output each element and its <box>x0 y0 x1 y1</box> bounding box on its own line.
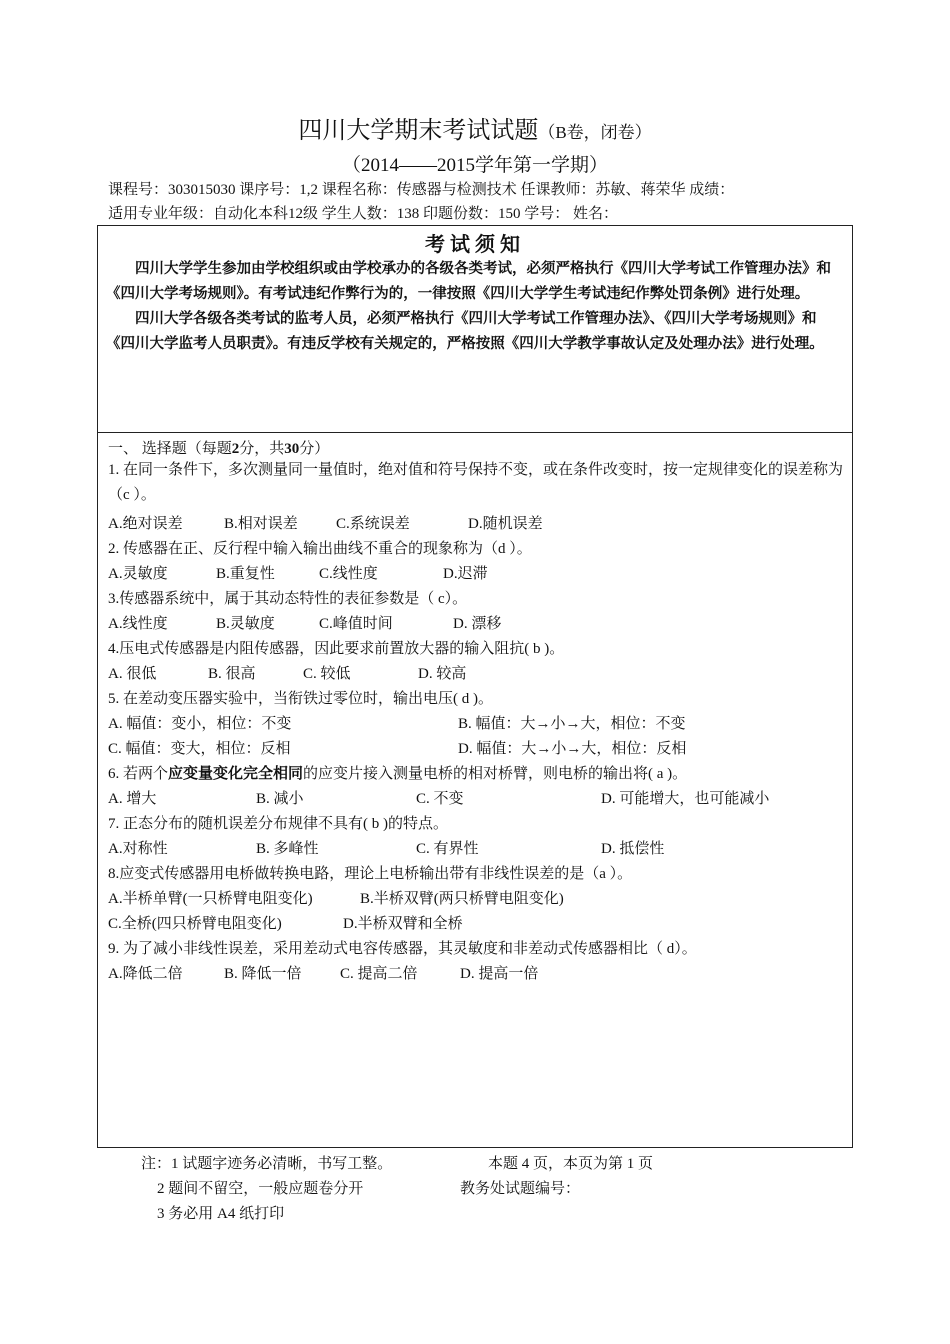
notice-paragraph: 四川大学学生参加由学校组织或由学校承办的各级各类考试，必须严格执行《四川大学考试工作管理办法》和《四川大学考场规则》。有考试违纪作弊行为的，一律按照《四川大学学生考试违纪作弊处罚条例》进行处理。 <box>106 261 831 302</box>
q4-option: B. 很高 <box>208 666 256 682</box>
q5-option: B. 幅值：大→小→大，相位：不变 <box>458 716 686 732</box>
q7-option: B. 多峰性 <box>256 841 319 857</box>
q5-option: D. 幅值：大→小→大，相位：反相 <box>458 741 687 757</box>
q3-option: B.灵敏度 <box>216 616 275 632</box>
q2-option: B.重复性 <box>216 566 275 582</box>
question-8: 8.应变式传感器用电桥做转换电路，理论上电桥输出带有非线性误差的是（a ）。 <box>108 866 633 882</box>
q6-option: A. 增大 <box>108 791 157 807</box>
q1-option: D.随机误差 <box>468 516 543 532</box>
q9-option: D. 提高一倍 <box>460 966 539 982</box>
exam-title-sub: （B卷，闭卷） <box>538 123 652 142</box>
q5-option: A. 幅值：变小，相位：不变 <box>108 716 292 732</box>
q6-option: C. 不变 <box>416 791 464 807</box>
q2-option: C.线性度 <box>319 566 378 582</box>
q6-option: B. 减小 <box>256 791 304 807</box>
office-exam-number: 教务处试题编号： <box>460 1181 581 1197</box>
q1-option: A.绝对误差 <box>108 516 183 532</box>
q7-option: A.对称性 <box>108 841 168 857</box>
course-info-line: 课程号：303015030 课序号：1,2 课程名称：传感器与检测技术 任课教师：苏敏、蒋荣华 成绩： <box>108 182 735 198</box>
q5-option: C. 幅值：变大，相位：反相 <box>108 741 291 757</box>
exam-notice-box <box>97 225 853 433</box>
q7-option: D. 抵偿性 <box>601 841 665 857</box>
question-1: 1. 在同一条件下，多次测量同一量值时，绝对值和符号保持不变，或在条件改变时，按一定规律变化的误差称为（c ）。 <box>108 462 844 503</box>
question-7: 7. 正态分布的随机误差分布规律不具有( b )的特点。 <box>108 816 448 832</box>
question-2: 2. 传感器在正、反行程中输入输出曲线不重合的现象称为（d ）。 <box>108 541 532 557</box>
q8-option: C.全桥(四只桥臂电阻变化) <box>108 916 282 932</box>
q8-option: A.半桥单臂(一只桥臂电阻变化) <box>108 891 313 907</box>
q1-option: C.系统误差 <box>336 516 410 532</box>
q4-option: C. 较低 <box>303 666 351 682</box>
exam-title <box>0 110 950 145</box>
page-info: 本题 4 页，本页为第 1 页 <box>488 1156 654 1172</box>
section-heading: 一、 选择题（每题2分，共30分） <box>108 441 330 457</box>
question-3: 3.传感器系统中，属于其动态特性的表征参数是（ c）。 <box>108 591 468 607</box>
q8-option: B.半桥双臂(两只桥臂电阻变化) <box>360 891 564 907</box>
q4-option: A. 很低 <box>108 666 157 682</box>
footer-note-1: 注：1 试题字迹务必清晰，书写工整。 <box>141 1156 393 1172</box>
questions-box <box>97 432 853 1148</box>
question-4: 4.压电式传感器是内阻传感器，因此要求前置放大器的输入阻抗( b )。 <box>108 641 565 657</box>
footer-note-3: 3 务必用 A4 纸打印 <box>157 1206 285 1222</box>
q9-option: B. 降低一倍 <box>224 966 302 982</box>
q3-option: C.峰值时间 <box>319 616 393 632</box>
q2-option: A.灵敏度 <box>108 566 168 582</box>
q3-option: A.线性度 <box>108 616 168 632</box>
q2-option: D.迟滞 <box>443 566 488 582</box>
q7-option: C. 有界性 <box>416 841 479 857</box>
footer-note-2: 2 题间不留空，一般应题卷分开 <box>157 1181 364 1197</box>
q4-option: D. 较高 <box>418 666 467 682</box>
q3-option: D. 漂移 <box>453 616 502 632</box>
q9-option: A.降低二倍 <box>108 966 183 982</box>
q6-option: D. 可能增大，也可能减小 <box>601 791 770 807</box>
student-info-line: 适用专业年级：自动化本科12级 学生人数：138 印题份数：150 学号： 姓名： <box>108 206 619 222</box>
exam-title-main: 四川大学期末考试试题 <box>298 118 539 144</box>
semester: （2014——2015学年第一学期） <box>341 155 608 176</box>
question-6: 6. 若两个应变量变化完全相同的应变片接入测量电桥的相对桥臂，则电桥的输出将( a )。 <box>108 766 688 782</box>
question-9: 9. 为了减小非线性误差，采用差动式电容传感器，其灵敏度和非差动式传感器相比（ d）。 <box>108 941 697 957</box>
notice-title: 考试须知 <box>425 232 525 256</box>
question-5: 5. 在差动变压器实验中，当衔铁过零位时，输出电压( d )。 <box>108 691 493 707</box>
q8-option: D.半桥双臂和全桥 <box>343 916 463 932</box>
q1-option: B.相对误差 <box>224 516 298 532</box>
notice-paragraph: 四川大学各级各类考试的监考人员，必须严格执行《四川大学考试工作管理办法》、《四川大学考场规则》和《四川大学监考人员职责》。有违反学校有关规定的，严格按照《四川大学教学事故认定及处理办法》进行处理。 <box>106 311 824 352</box>
q9-option: C. 提高二倍 <box>340 966 418 982</box>
